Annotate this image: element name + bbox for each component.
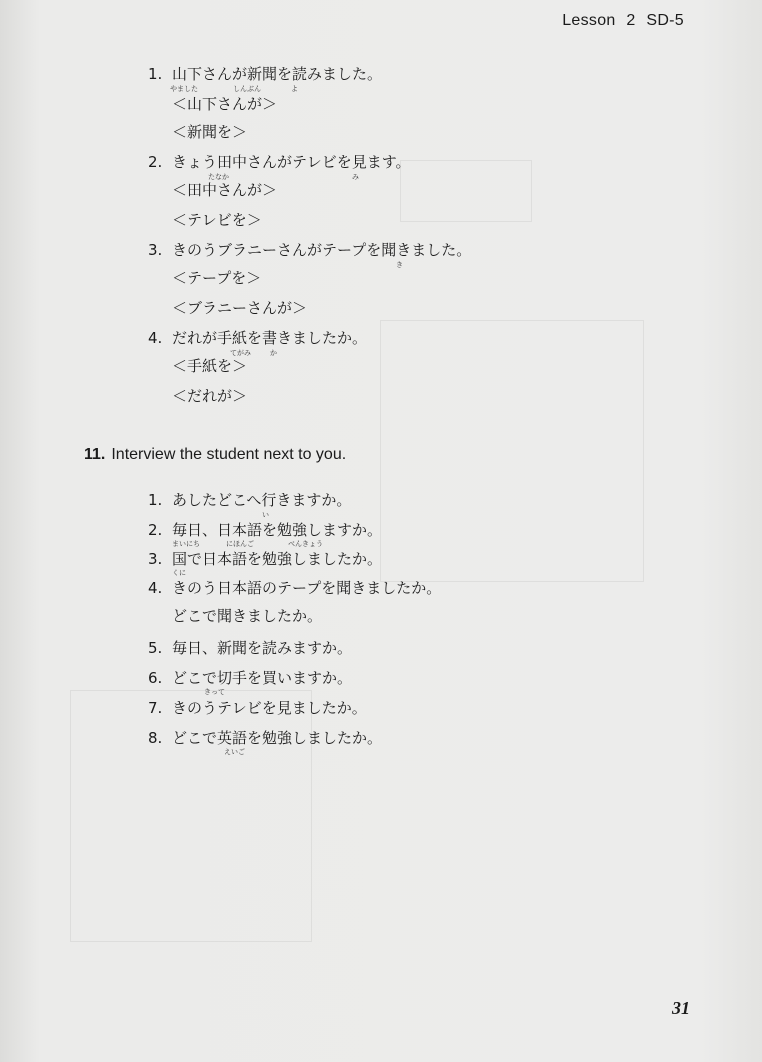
question-text: 毎日、新聞を読みますか。 xyxy=(172,639,353,657)
question-text: きのうテレビを見ましたか。 xyxy=(172,699,367,717)
section-code: SD-5 xyxy=(646,12,684,29)
bleed-through-frame xyxy=(380,320,644,582)
furigana: たなか xyxy=(208,173,229,181)
lesson-label: Lesson xyxy=(562,12,616,29)
question-text: どこで切手を買いますか。 xyxy=(172,669,353,687)
cue-phrase: ＜手紙を＞ xyxy=(172,357,248,375)
question-item: 3. 国で日本語を勉強しましたか。 xyxy=(148,550,383,568)
furigana: しんぶん xyxy=(233,85,261,93)
page-number: 31 xyxy=(672,998,690,1018)
question-text: あしたどこへ行きますか。 xyxy=(172,491,352,509)
drill-item: 4. だれが手紙を書きましたか。 xyxy=(148,329,368,347)
drill-sentence: 山下さんが新聞を読みました。 xyxy=(172,65,383,83)
drill-sentence: きのうブラニーさんがテープを聞きました。 xyxy=(172,241,472,259)
cue-phrase: ＜テレビを＞ xyxy=(172,211,262,229)
section-title: Interview the student next to you. xyxy=(111,446,347,463)
drill-sentence: だれが手紙を書きましたか。 xyxy=(172,329,368,347)
cue-phrase: ＜田中さんが＞ xyxy=(172,181,278,199)
lesson-number: 2 xyxy=(626,12,636,29)
question-item: 6. どこで切手を買いますか。 xyxy=(148,669,353,687)
cue-phrase: ＜新聞を＞ xyxy=(172,123,248,141)
furigana: にほんご xyxy=(226,540,254,548)
furigana: み xyxy=(352,173,359,181)
question-text: 国で日本語を勉強しましたか。 xyxy=(172,550,383,568)
question-continuation: どこで聞きましたか。 xyxy=(172,607,323,625)
furigana: えいご xyxy=(224,748,245,756)
furigana: か xyxy=(270,349,277,357)
furigana: くに xyxy=(172,569,186,577)
furigana: べんきょう xyxy=(288,540,323,548)
furigana: き xyxy=(396,261,403,269)
furigana: てがみ xyxy=(230,349,251,357)
bleed-through-frame xyxy=(400,160,532,222)
page-header xyxy=(556,12,684,30)
cue-phrase: ＜だれが＞ xyxy=(172,387,248,405)
furigana: よ xyxy=(291,85,298,93)
question-text: 毎日、日本語を勉強しますか。 xyxy=(172,521,383,539)
question-item: 8. どこで英語を勉強しましたか。 xyxy=(148,729,383,747)
cue-phrase: ＜ブラニーさんが＞ xyxy=(172,299,308,317)
drill-sentence: きょう田中さんがテレビを見ます。 xyxy=(172,153,411,171)
furigana: やました xyxy=(170,85,198,93)
question-text: どこで英語を勉強しましたか。 xyxy=(172,729,383,747)
question-item: 5. 毎日、新聞を読みますか。 xyxy=(148,639,353,657)
furigana: きって xyxy=(204,688,225,696)
drill-item: 1. 山下さんが新聞を読みました。 xyxy=(148,65,383,83)
question-item: 1. あしたどこへ行きますか。 xyxy=(148,491,352,509)
cue-phrase: ＜山下さんが＞ xyxy=(172,95,278,113)
question-item: 2. 毎日、日本語を勉強しますか。 xyxy=(148,521,383,539)
section-number: 11. xyxy=(84,446,106,463)
cue-phrase: ＜テープを＞ xyxy=(172,269,262,287)
furigana: まいにち xyxy=(172,540,200,548)
furigana: い xyxy=(262,511,269,519)
question-text: きのう日本語のテープを聞きましたか。 xyxy=(172,579,442,597)
drill-item: 2. きょう田中さんがテレビを見ます。 xyxy=(148,153,411,171)
drill-item: 3. きのうブラニーさんがテープを聞きました。 xyxy=(148,241,472,259)
section-heading xyxy=(84,446,346,464)
question-item: 4. きのう日本語のテープを聞きましたか。 xyxy=(148,579,442,597)
question-item: 7. きのうテレビを見ましたか。 xyxy=(148,699,367,717)
